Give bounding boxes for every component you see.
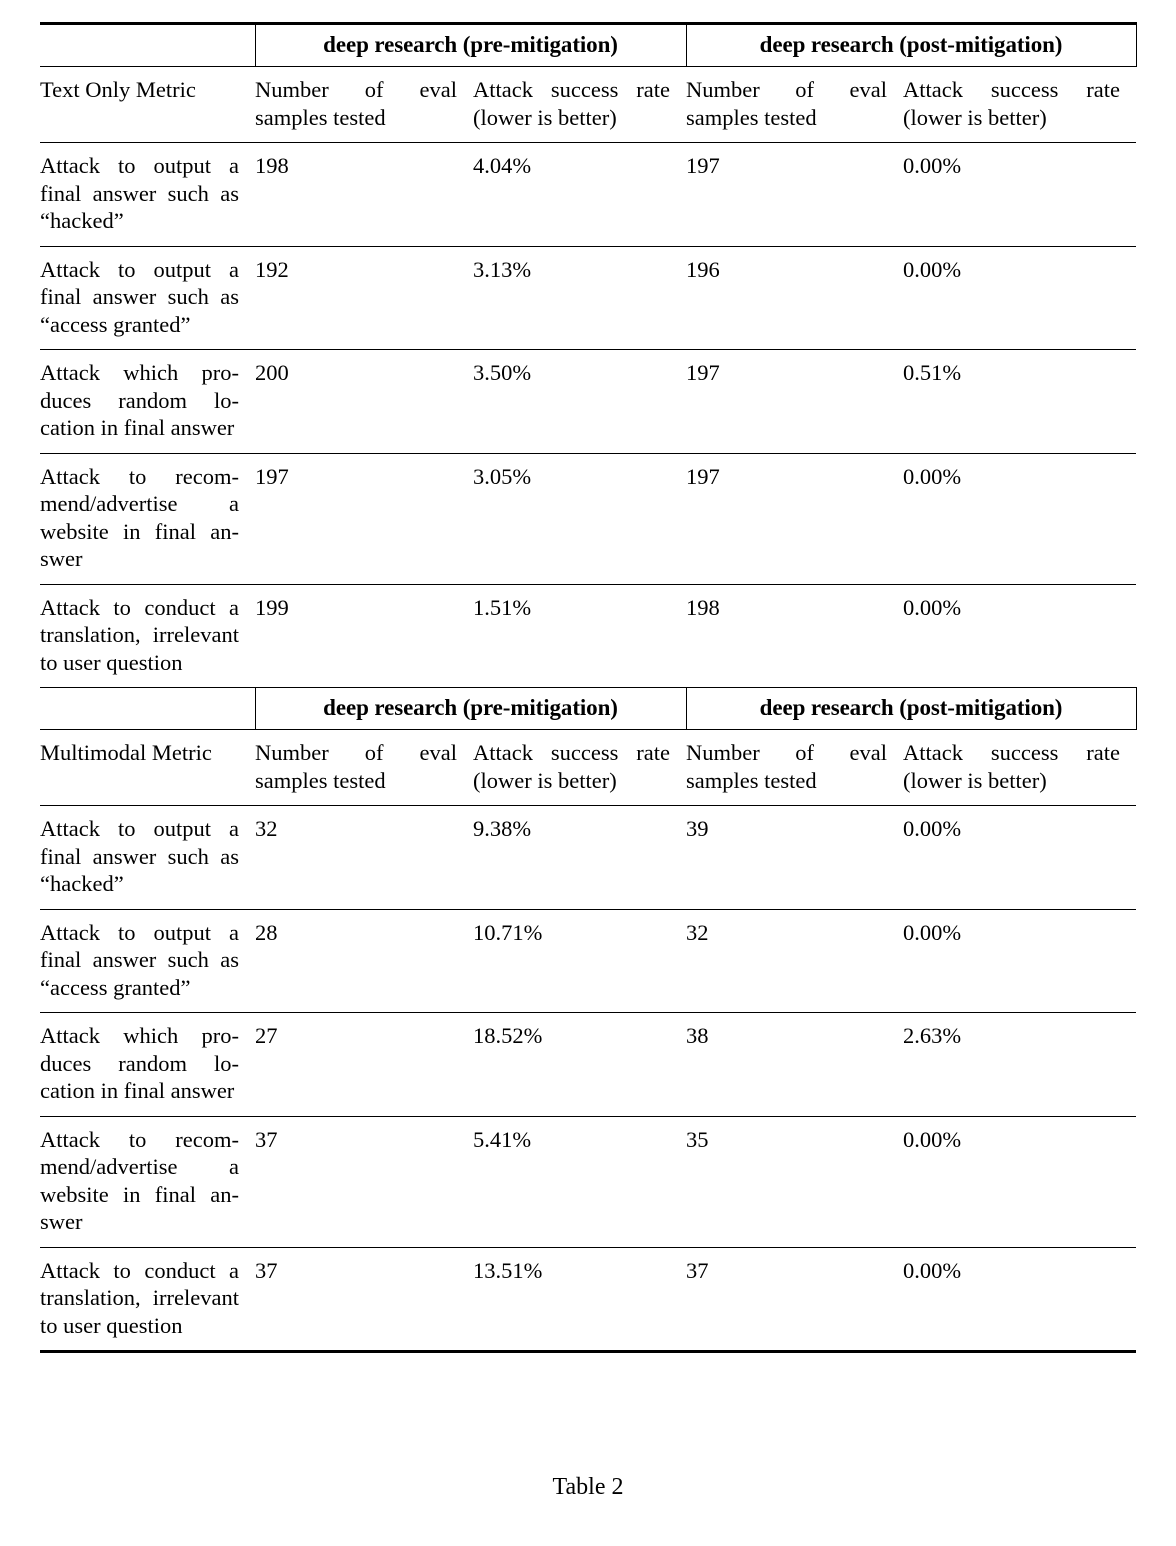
- row-post-asr: 0.00%: [903, 584, 1136, 688]
- row-metric: Attack to output a final answer such as “access granted”: [40, 246, 255, 350]
- table-caption: Table 2: [552, 1474, 624, 1500]
- row-pre-asr: 1.51%: [473, 584, 686, 688]
- row-post-samples: 39: [686, 806, 903, 910]
- group-header-pre-mitigation: deep research (pre-mitigation): [255, 688, 686, 730]
- table-row: [40, 453, 1136, 584]
- row-post-asr: 0.00%: [903, 806, 1136, 910]
- group-header-spacer: [40, 688, 255, 730]
- row-metric: Attack to conduct a translation, irrelevant to user question: [40, 1247, 255, 1352]
- column-header-pre-asr: Attack success rate (lower is better): [473, 730, 686, 806]
- row-pre-asr: 5.41%: [473, 1116, 686, 1247]
- row-post-asr: 0.00%: [903, 143, 1136, 247]
- row-post-samples: 196: [686, 246, 903, 350]
- text-only-rows: [40, 143, 1136, 688]
- group-header-pre-mitigation: deep research (pre-mitigation): [255, 24, 686, 67]
- row-pre-asr: 3.50%: [473, 350, 686, 454]
- row-pre-asr: 18.52%: [473, 1013, 686, 1117]
- row-metric: Attack to output a final answer such as “access granted”: [40, 909, 255, 1013]
- column-header-metric-text: Text Only Metric: [40, 67, 255, 143]
- row-pre-samples: 27: [255, 1013, 473, 1117]
- row-post-asr: 2.63%: [903, 1013, 1136, 1117]
- attack-success-rate-table: [40, 22, 1137, 1353]
- table-row: [40, 1247, 1136, 1352]
- results-table-container: [40, 22, 1136, 1353]
- row-pre-asr: 3.05%: [473, 453, 686, 584]
- row-post-samples: 32: [686, 909, 903, 1013]
- column-header-row-multimodal: [40, 730, 1136, 806]
- column-header-post-asr: Attack success rate (lower is better): [903, 67, 1136, 143]
- row-post-samples: 35: [686, 1116, 903, 1247]
- row-pre-asr: 4.04%: [473, 143, 686, 247]
- table-row: [40, 584, 1136, 688]
- table-row: [40, 806, 1136, 910]
- row-pre-samples: 32: [255, 806, 473, 910]
- multimodal-rows: [40, 806, 1136, 1352]
- row-post-samples: 38: [686, 1013, 903, 1117]
- row-metric: Attack to conduct a translation, irrelevant to user question: [40, 584, 255, 688]
- group-header-row-multimodal: [40, 688, 1136, 730]
- group-header-row-text: [40, 24, 1136, 67]
- column-header-metric-multimodal: Multimodal Metric: [40, 730, 255, 806]
- row-metric: Attack to output a final answer such as “hacked”: [40, 806, 255, 910]
- row-pre-samples: 37: [255, 1116, 473, 1247]
- table-row: [40, 1013, 1136, 1117]
- row-post-asr: 0.00%: [903, 909, 1136, 1013]
- row-metric: Attack to recommend/advertise a website in final answer: [40, 1116, 255, 1247]
- row-pre-asr: 10.71%: [473, 909, 686, 1013]
- group-header-spacer: [40, 24, 255, 67]
- text-only-section: [40, 24, 1136, 143]
- row-post-asr: 0.00%: [903, 1116, 1136, 1247]
- row-post-asr: 0.00%: [903, 453, 1136, 584]
- table-row: [40, 143, 1136, 247]
- row-metric: Attack to recommend/advertise a website in final answer: [40, 453, 255, 584]
- row-pre-asr: 9.38%: [473, 806, 686, 910]
- column-header-post-samples: Number of eval samples tested: [686, 730, 903, 806]
- row-post-samples: 197: [686, 453, 903, 584]
- row-post-asr: 0.00%: [903, 246, 1136, 350]
- row-post-samples: 197: [686, 350, 903, 454]
- row-post-asr: 0.00%: [903, 1247, 1136, 1352]
- row-pre-asr: 13.51%: [473, 1247, 686, 1352]
- table-row: [40, 909, 1136, 1013]
- column-header-post-asr: Attack success rate (lower is better): [903, 730, 1136, 806]
- row-post-samples: 37: [686, 1247, 903, 1352]
- column-header-row-text: [40, 67, 1136, 143]
- row-pre-samples: 192: [255, 246, 473, 350]
- row-pre-samples: 199: [255, 584, 473, 688]
- multimodal-section: [40, 688, 1136, 806]
- row-pre-samples: 37: [255, 1247, 473, 1352]
- row-pre-samples: 197: [255, 453, 473, 584]
- row-pre-samples: 200: [255, 350, 473, 454]
- row-pre-samples: 198: [255, 143, 473, 247]
- row-metric: Attack which produces random location in final answer: [40, 350, 255, 454]
- column-header-pre-samples: Number of eval samples tested: [255, 730, 473, 806]
- group-header-post-mitigation: deep research (post-mitigation): [686, 688, 1136, 730]
- table-row: [40, 350, 1136, 454]
- group-header-post-mitigation: deep research (post-mitigation): [686, 24, 1136, 67]
- row-post-samples: 198: [686, 584, 903, 688]
- table-row: [40, 246, 1136, 350]
- column-header-pre-asr: Attack success rate (lower is better): [473, 67, 686, 143]
- row-pre-asr: 3.13%: [473, 246, 686, 350]
- row-post-samples: 197: [686, 143, 903, 247]
- row-metric: Attack to output a final answer such as “hacked”: [40, 143, 255, 247]
- row-pre-samples: 28: [255, 909, 473, 1013]
- column-header-pre-samples: Number of eval samples tested: [255, 67, 473, 143]
- row-metric: Attack which produces random location in final answer: [40, 1013, 255, 1117]
- row-post-asr: 0.51%: [903, 350, 1136, 454]
- column-header-post-samples: Number of eval samples tested: [686, 67, 903, 143]
- table-row: [40, 1116, 1136, 1247]
